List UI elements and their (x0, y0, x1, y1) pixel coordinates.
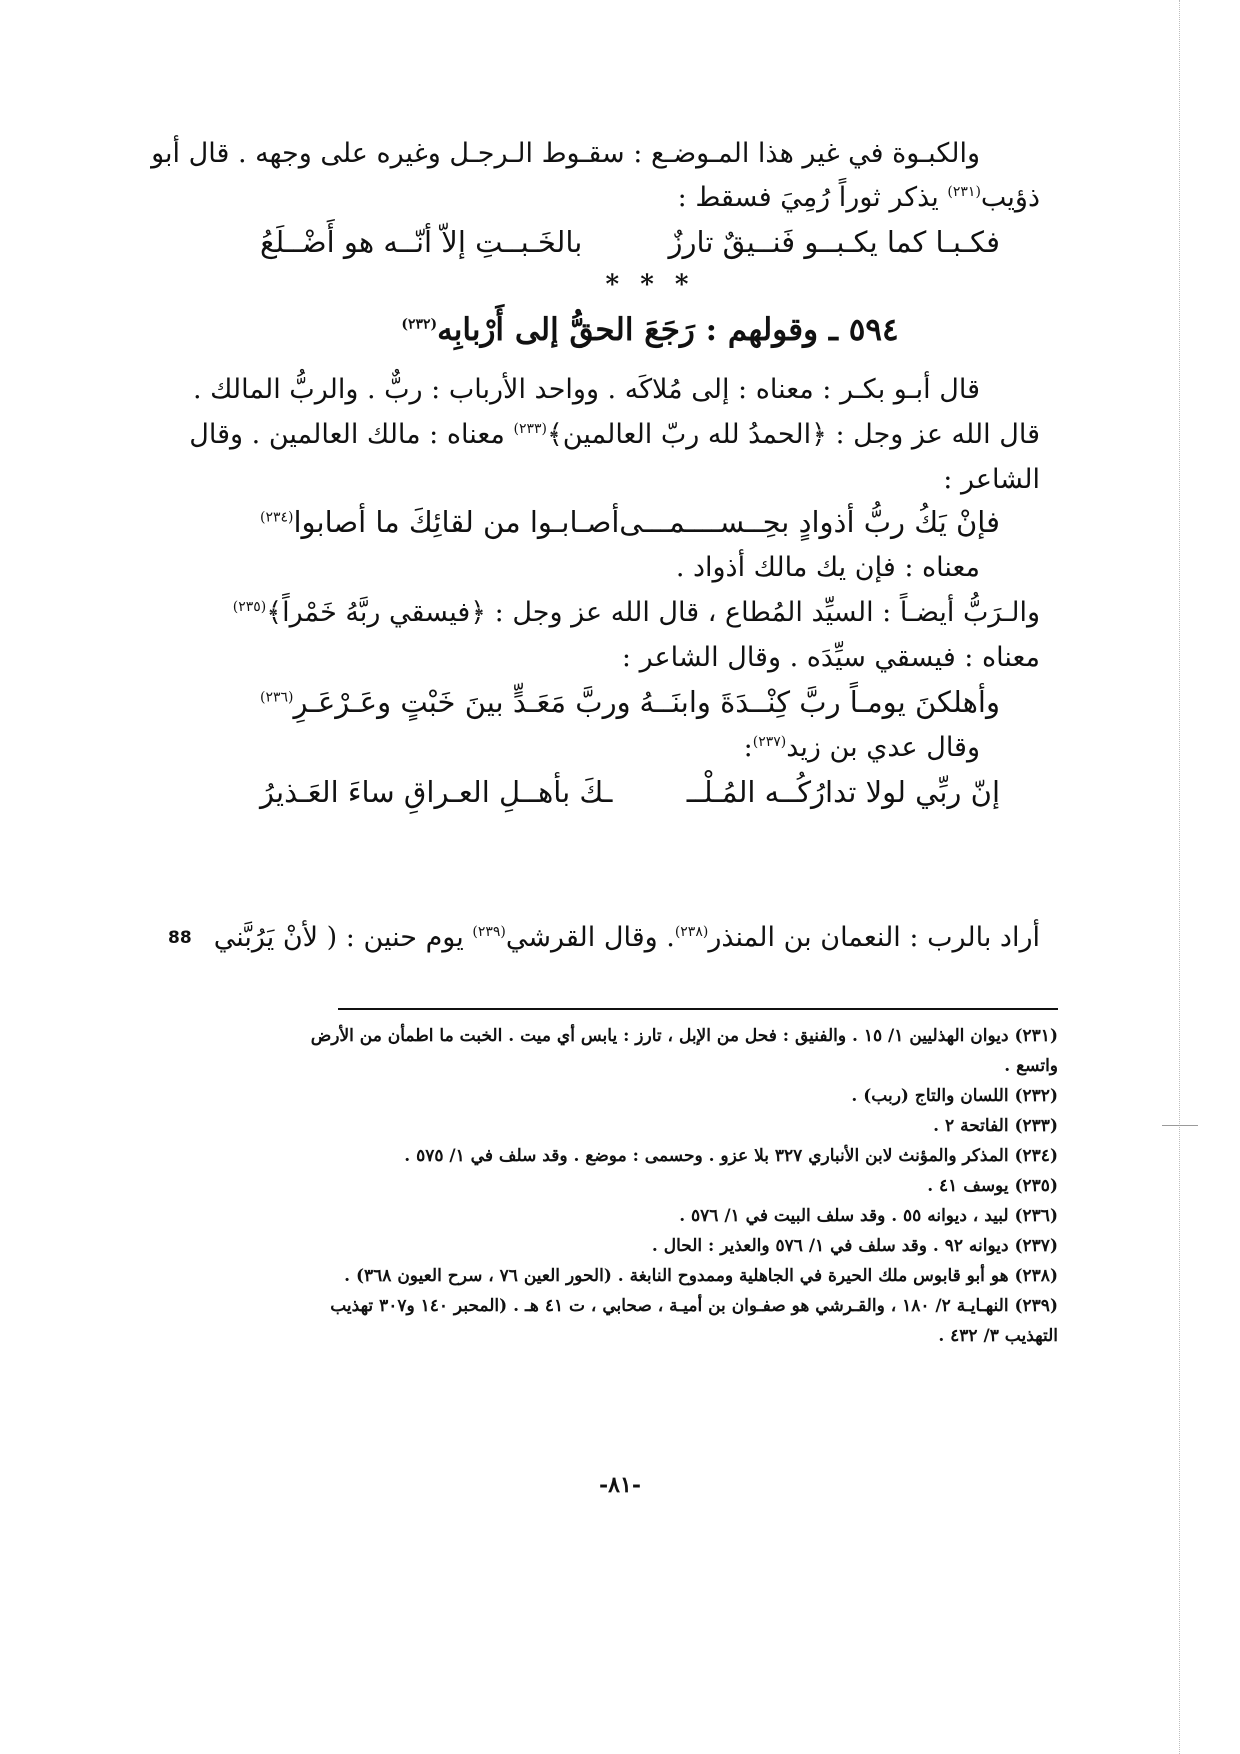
text-line-2 (260, 176, 1040, 220)
text-line-2-rest: يذكر ثوراً رُمِيَ فسقط : (677, 182, 939, 213)
text-author: ذؤيب (980, 182, 1040, 213)
verse-4 (260, 770, 1040, 814)
footnote-239: (٢٣٩) النهـايـة ٢/ ١٨٠ ، والقـرشي هو صفـوان بن أميـة ، صحابي ، ت ٤١ هـ . (المحبر ١٤٠ و٣٠٧ تهذيب (330, 1296, 1058, 1316)
footnote-238: (٢٣٨) هو أبو قابوس ملك الحيرة في الجاهلية وممدوح النابغة . (الحور العين ٧٦ ، سرح العيون ٣٦٨) . (344, 1266, 1058, 1286)
footnote-ref-231: (٢٣١) (947, 184, 981, 200)
verse-4-second-hemistich: ـكَ بأهــلِ العـراقِ ساءَ العَـذيرُ (260, 775, 613, 809)
footnote-237: (٢٣٧) ديوانه ٩٢ . وقد سلف في ١/ ٥٧٦ والعذير : الحال . (651, 1236, 1058, 1256)
verse-3 (260, 680, 1040, 724)
section-heading-text: ٥٩٤ ـ وقولهم : رَجَعَ الحقُّ إلى أَرْبابِه (437, 312, 899, 348)
verse-1-first-hemistich: فكـبـا كما يكـبــو فَنــيقٌ تارزٌ (668, 225, 1000, 259)
paragraph-3: معناه : فإن يك مالك أذواد . (675, 552, 980, 583)
footnote-ref-235: (٢٣٥) (232, 599, 267, 615)
footnote-231: (٢٣١) ديوان الهذليين ١/ ١٥ . والفنيق : فحل من الإبل ، تارز : يابس أي ميت . الخبت ما اطمأن من الأرض (310, 1026, 1058, 1046)
margin-page-marker: 88 (168, 928, 192, 948)
footnote-ref-238: (٢٣٨) (674, 924, 709, 940)
footnote-236: (٢٣٦) لبيد ، ديوانه ٥٥ . وقد سلف البيت في ١/ ٥٧٦ . (679, 1206, 1058, 1226)
footnote-separator-rule (338, 1008, 1058, 1010)
paragraph-1: قال أبـو بكـر : معناه : إلى مُلاكَه . وواحد الأرباب : ربٌّ . والربُّ المالك . (193, 374, 980, 405)
verse-2-second-hemistich (260, 500, 619, 544)
verse-1-second-hemistich: بالخَـبــتِ إلاّ أنّــه هو أَضْــلَعُ (260, 225, 583, 259)
paragraph-4 (232, 591, 1040, 635)
paragraph-2-quote: قال الله عز وجل : ﴿الحمدُ لله ربّ العالمين﴾ (546, 419, 1040, 450)
footnote-ref-239: (٢٣٩) (472, 924, 506, 940)
paragraph-6-text: وقال عدي بن زيد (786, 732, 980, 763)
verse-2-second-text: أصـابـوا من لقائِكَ ما أصابوا (293, 505, 620, 539)
scan-edge-tick (1162, 1125, 1198, 1126)
footnote-233: (٢٣٣) الفاتحة ٢ . (933, 1116, 1058, 1136)
text-line-1: والكبـوة في غير هذا المـوضـع : سقـوط الـرجـل وغيره على وجهه . قال أبو (151, 138, 980, 169)
verse-2-first-hemistich: فإنْ يَكُ ربُّ أذوادٍ بحِــســــمـــى (619, 505, 1000, 539)
footnote-ref-232: (٢٣٢) (401, 316, 438, 333)
paragraph-7-text-a: أراد بالرب : النعمان بن المنذر (708, 922, 1040, 953)
verse-2 (260, 500, 1040, 544)
footnote-232: (٢٣٢) اللسان والتاج (ربب) . (851, 1086, 1058, 1106)
verse-3-second-hemistich (260, 680, 631, 724)
footnote-239-cont: التهذيب ٣/ ٤٣٢ . (938, 1326, 1058, 1346)
paragraph-2 (189, 413, 1040, 457)
footnote-ref-237: (٢٣٧) (752, 734, 787, 750)
paragraph-2-end: الشاعر : (943, 464, 1040, 495)
footnote-ref-234: (٢٣٤) (260, 509, 294, 526)
verse-4-first-hemistich: إنّ ربِّي لولا تدارُكُــه المُـلْــ (686, 775, 1000, 809)
footnote-234: (٢٣٤) المذكر والمؤنث لابن الأنباري ٣٢٧ بلا عزو . وحسمى : موضع . وقد سلف في ١/ ٥٧٥ . (404, 1146, 1058, 1166)
paragraph-4-text: والـرَبُّ أيضـاً : السيِّد المُطاع ، قال الله عز وجل : ﴿فيسقي ربَّهُ خَمْراً﴾ (266, 597, 1040, 628)
footnote-231-cont: واتسع . (1004, 1056, 1058, 1076)
footnote-ref-236: (٢٣٦) (260, 689, 294, 706)
footnote-ref-233: (٢٣٣) (513, 421, 547, 437)
footnote-235: (٢٣٥) يوسف ٤١ . (927, 1176, 1058, 1196)
verse-1 (260, 220, 1040, 264)
paragraph-2-rest: معناه : مالك العالمين . وقال (189, 419, 505, 450)
verse-3-second-text: وربَّ مَعَـدٍّ بينَ خَبْتٍ وعَـرْعَـرِ (293, 685, 631, 719)
section-heading (260, 305, 1040, 355)
verse-3-first-hemistich: وأهلكنَ يومـاً ربَّ كِنْــدَةَ وابنَــهُ (639, 685, 1000, 719)
paragraph-6 (260, 726, 1040, 770)
section-separator: * * * (605, 270, 695, 300)
paragraph-7 (213, 916, 1040, 960)
paragraph-7-text-b: . وقال القرشي (505, 922, 675, 953)
paragraph-6-colon: : (743, 732, 753, 763)
paragraph-7-text-c: يوم حنين : ( لأنْ يَرُبَّني (213, 922, 464, 953)
page-number: -٨١- (599, 1472, 641, 1498)
paragraph-5: معناه : فيسقي سيِّدَه . وقال الشاعر : (621, 642, 1040, 673)
